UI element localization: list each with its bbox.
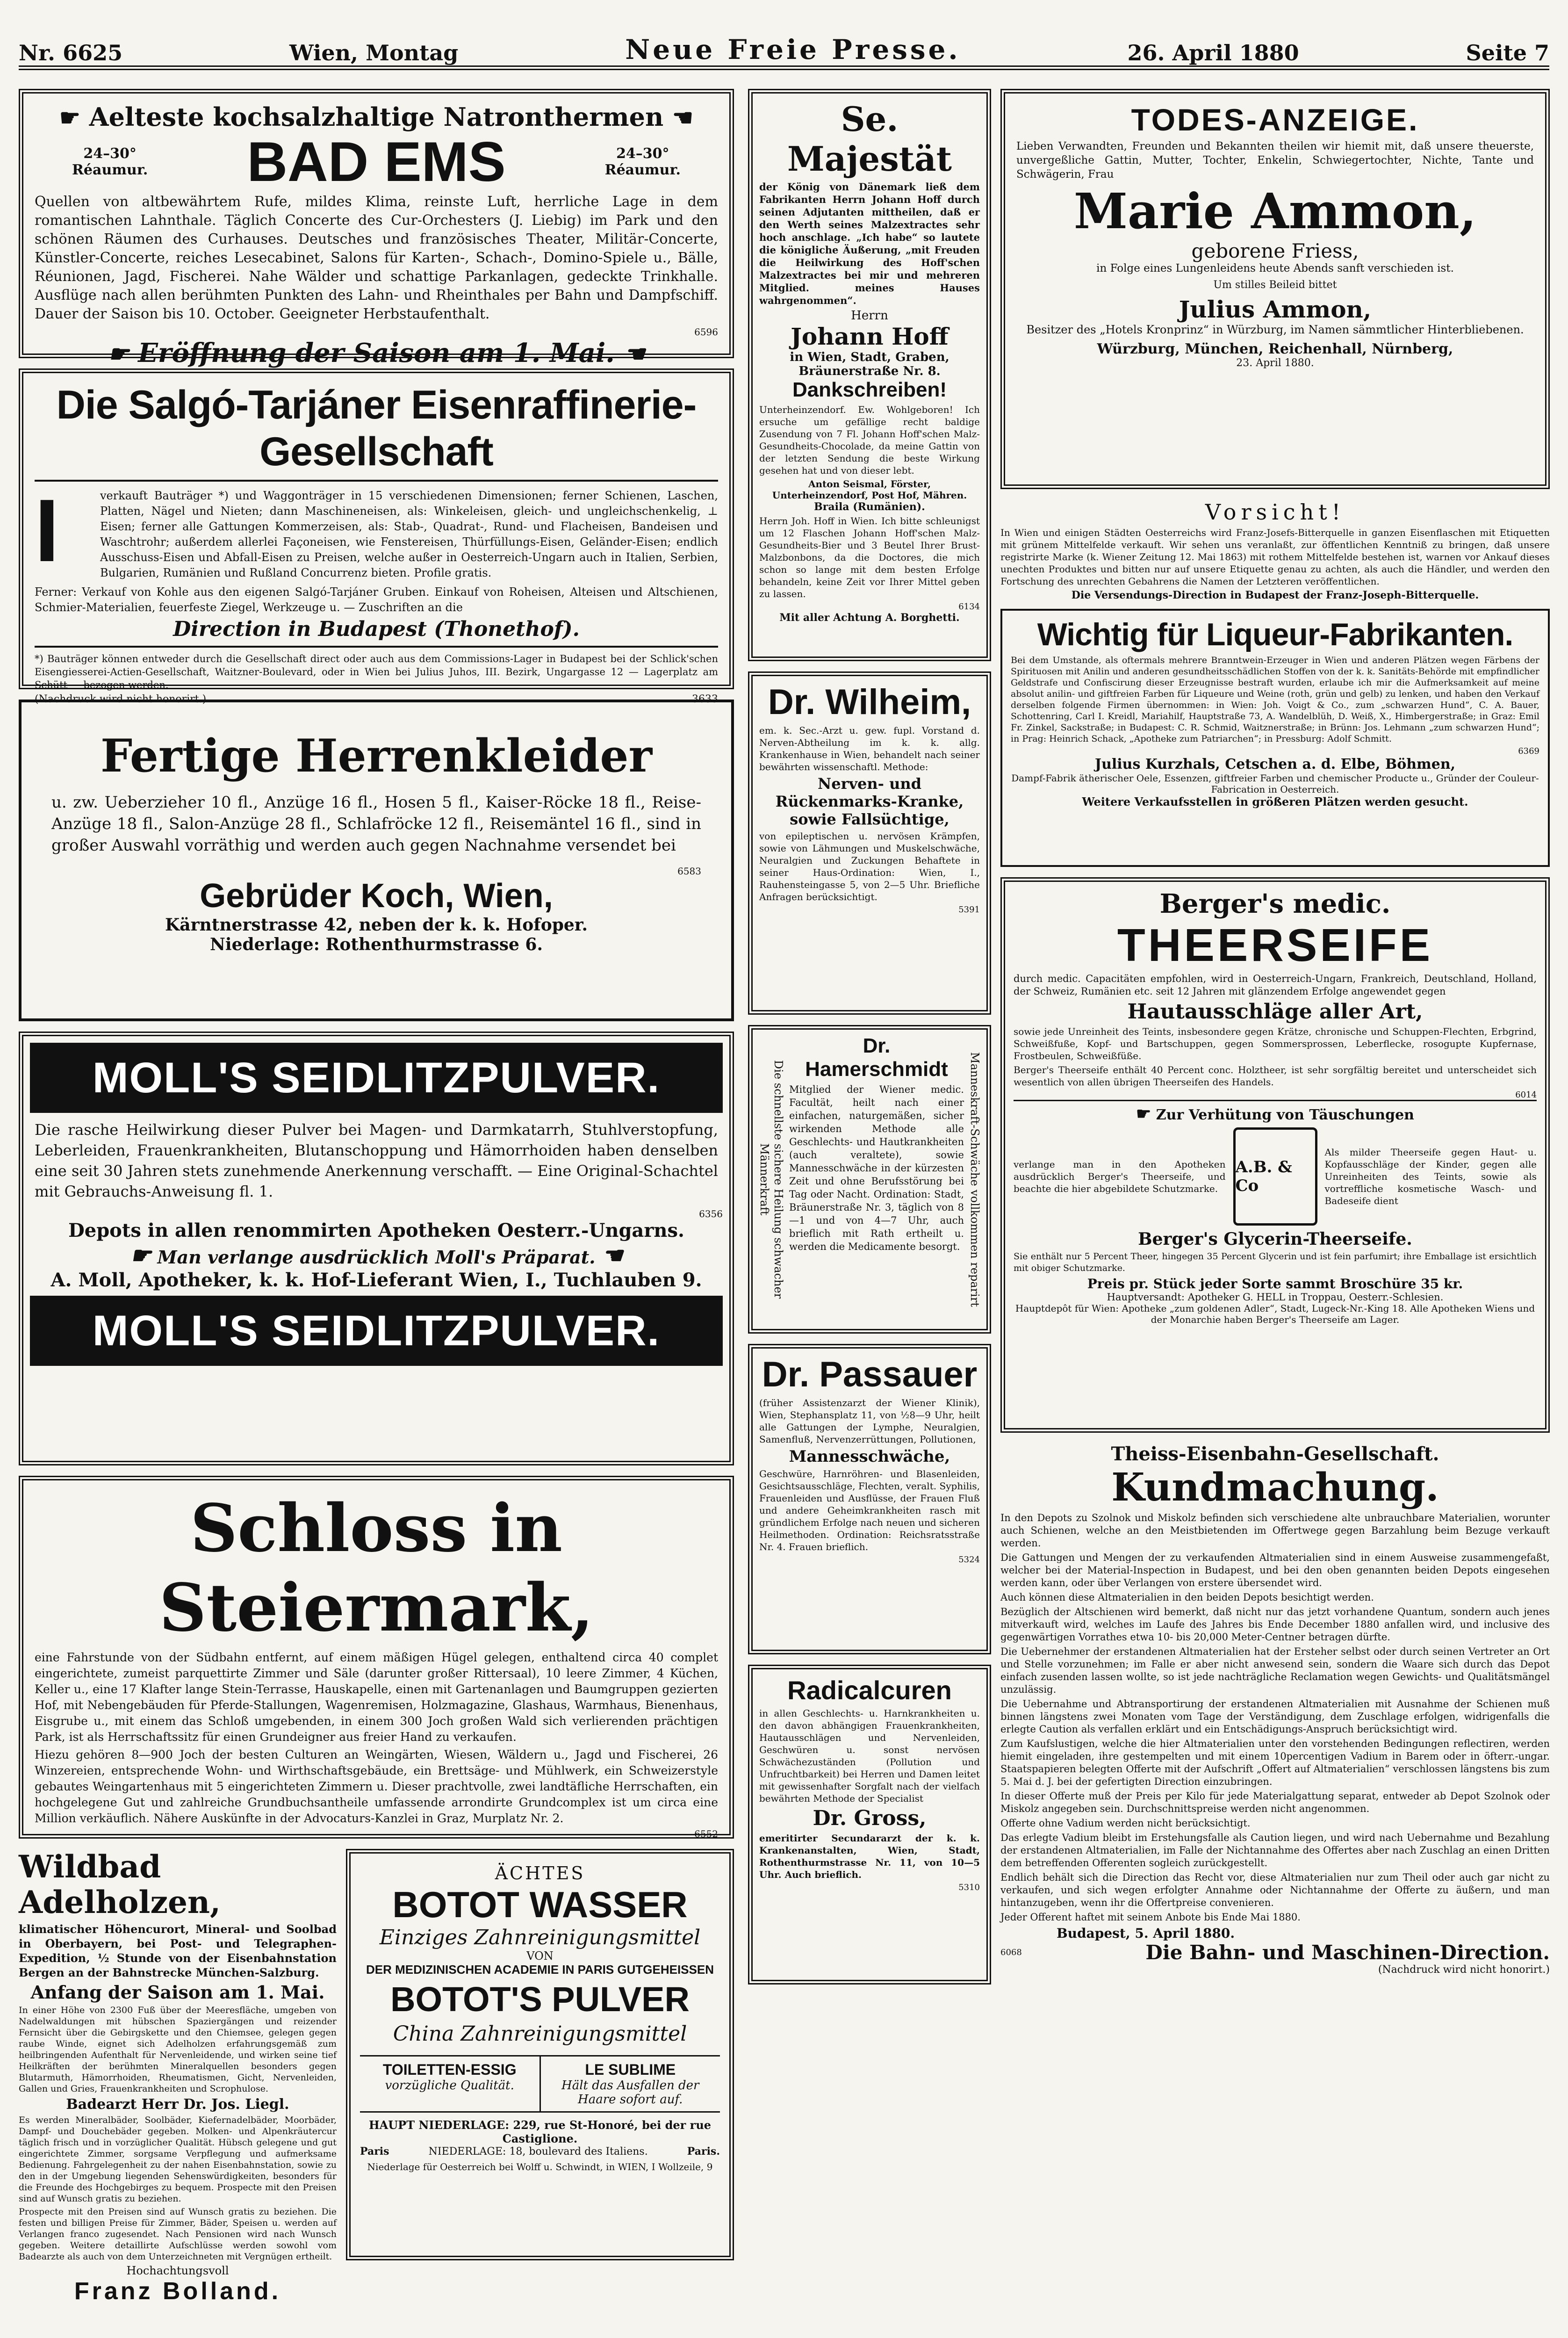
adelholzen-text: In einer Höhe von 2300 Fuß über der Meeresfläche, umgeben von Nadelwaldungen mit hübschen Spaziergängen und reizender Fernsicht über die Gebirgskette und den Chiemsee, gelegen gegen raube Winde, eignet sich Adelholzen erfahrungsgemäß zum heilbringenden Aufenthalt für Nervenleidende, und wirken seine tief Heilkräften der berühmten Mineralquellen besonders gegen Blutarmuth, Hämorrhoiden, Rheumatismen, Gicht, Nervenleiden, Gallen und Gries, Frauenkrankheiten und Scrophulose. [19, 2005, 337, 2094]
ad-code: 3633 [692, 693, 718, 705]
ad-todes-anzeige [1000, 89, 1550, 489]
bad-ems-opening: Eröffnung der Saison am 1. Mai. [138, 338, 615, 368]
hamerschmidt-side-right: Manneskraft-Schwäche vollkommen reparirt [968, 1052, 981, 1307]
berger-price: Preis pr. Stück jeder Sorte sammt Broschüre 35 kr. [1087, 1276, 1463, 1292]
vorsicht-headline: Vorsicht! [1205, 499, 1345, 525]
theiss-p1: In den Depots zu Szolnok und Miskolz befinden sich verschiedene alte unbrauchbare Materialien, worunter auch Schienen, welche an den Meistbietenden im Offertwege gegen Barzahlung beim Bezuge verkauft werden. [1000, 1512, 1550, 1549]
wilheim-headline: Dr. Wilheim, [768, 682, 971, 722]
adelholzen-owner: Franz Bolland. [74, 2278, 281, 2305]
ad-dr-hamerschmidt [748, 1025, 991, 1334]
salgo-direction: Direction in Budapest (Thonethof). [173, 617, 580, 641]
adelholzen-opening: Anfang der Saison am 1. Mai. [30, 1982, 325, 2003]
theiss-p4: Bezüglich der Altschienen wird bemerkt, daß nicht nur das jetzt vorhandene Quantum, sondern auch jenes mitverkauft wird, welches im Laufe des Jahres bis Ende December 1880 anfallen wird, und inclusive des gegenwärtigen Vorrathes etwa 10- bis 20,000 Meter-Centner betragen dürfte. [1000, 1606, 1550, 1643]
liqueur-firm: Julius Kurzhals, Cetschen a. d. Elbe, Böhmen, [1094, 756, 1456, 772]
bad-ems-text: Quellen von altbewährtem Rufe, mildes Klima, reinste Luft, herrliche Lage in dem romantischen Lahnthale. Täglich Concerte des Cur-Orchesters (J. Liebig) im Park und den schönen Räumen des Curhauses. Deutsches und französisches Theater, Militär-Concerte, Künstler-Concerte, reiches Lesecabinet, Salons für Karten-, Schach-, Domino-Spiele u., Bälle, Réunionen, Jagd, Fischerei. Nahe Wälder und schattige Parkanlagen, gedeckte Trinkhalle. Ausflüge nach allen berühmten Punkten des Lahn- und Rheinthales per Bahn und Dampfschiff. Dauer der Saison bis 10. October. Geeigneter Herbstaufenthalt. [35, 194, 718, 322]
radical-text: in allen Geschlechts- u. Harnkrankheiten u. den davon abhängigen Frauenkrankheiten, Hautausschlägen und Nervenleiden, Geschwüren u. sonst nervösen Schwächezuständen (Pollution und Unfruchtbarkeit) bei Herren und Damen leitet mit gewissenhafter Sorgfalt nach der vielfach bewährten Methode der Specialist [759, 1708, 980, 1804]
notice-vorsicht [1000, 499, 1550, 601]
ad-botot-wasser [346, 1849, 734, 2260]
koch-firm: Gebrüder Koch, Wien, [200, 877, 553, 915]
todes-headline: TODES-ANZEIGE. [1131, 102, 1419, 137]
salgo-text-2: Ferner: Verkauf von Kohle aus den eigenen Salgó-Tarjáner Gruben. Einkauf von Roheisen, Alteisen und Altschienen, Schmier-Materialien, feuerfeste Ziegel, Werkzeuge u. — Zuschriften an die [35, 585, 718, 614]
koch-address: Kärntnerstrasse 42, neben der k. k. Hofoper. [165, 915, 588, 935]
berger-name: THEERSEIFE [1117, 919, 1433, 971]
botot-depot: HAUPT NIEDERLAGE: 229, rue St-Honoré, bei der rue Castiglione. [368, 2118, 712, 2145]
theiss-date: Budapest, 5. April 1880. [1057, 1926, 1235, 1941]
botot-von: VON [526, 1949, 554, 1963]
botot-essig: TOILETTEN-ESSIG [382, 2061, 517, 2078]
berger-trademark-emblem: A.B. & Co [1233, 1127, 1317, 1226]
hoff-dank: Dankschreiben! [792, 378, 947, 401]
radical-doctor: Dr. Gross, [813, 1806, 927, 1830]
botot-sublime-sub: Hält das Ausfallen der Haare sofort auf. [561, 2078, 699, 2107]
botot-niederlage: NIEDERLAGE: 18, boulevard des Italiens. [428, 2145, 648, 2158]
schloss-text-2: Hiezu gehören 8—900 Joch der besten Culturen an Weingärten, Wiesen, Wäldern u., Jagd und Fischerei, 26 Winzereien, entsprechende Wohn- und Wirthschaftsgebäude, ein Brettsäge- und Mühlwerk, ein Schweizerstyle gebautes Weingartenhaus mit 5 eingerichteten Zimmern u. Dieser prachtvolle, zwei landtäfliche Herrschaften, ein hochgelegene Gut und zahlreiche Grundbuchsantheile umfassende arrondirte Grundcomplex ist um circa eine Million verkäuflich. Nähere Auskünfte in der Advocaturs-Kanzlei in Graz, Murplatz Nr. 2. [35, 1748, 718, 1825]
todes-born: geborene Friess, [1191, 239, 1359, 262]
issue-date: 26. April 1880 [1127, 40, 1299, 65]
theiss-p3: Auch können diese Altmaterialien in den beiden Depots besichtigt werden. [1000, 1592, 1374, 1603]
pointing-hand-icon: ☚ [624, 340, 645, 368]
berger-warn-left: verlange man in den Apotheken ausdrücklich Berger's Theerseife, und beachte die hier abgebildete Schutzmarke. [1014, 1159, 1226, 1194]
salgo-reprint: (Nachdruck wird nicht honorirt.) [35, 693, 207, 705]
temp-unit: Réaumur. [604, 162, 681, 178]
theiss-p6: Die Uebernahme und Abtransportirung der erstandenen Altmaterialien mit Ausnahme der Schienen muß binnen längstens zwei Monaten vom Tage der Verständigung, dem Zuschlage erfolgen, widrigenfalls die erlegte Caution als verfallen erklärt und ein Entschädigungs-Anspruch berücksichtigt wird. [1000, 1698, 1550, 1735]
hamerschmidt-side-left: Die schnellste sichere Heilung schwacher Männerkraft [758, 1060, 785, 1299]
hamerschmidt-headline: Dr. Hamerschmidt [805, 1034, 948, 1081]
todes-date: 23. April 1880. [1236, 357, 1314, 369]
theiss-p9: Offerte ohne Vadium werden nicht berücksichtigt. [1000, 1818, 1251, 1829]
bad-ems-headline: Aelteste kochsalzhaltige Natronthermen [89, 102, 664, 132]
theiss-p11: Endlich behält sich die Direction das Recht vor, diese Altmaterialien nur zum Theil oder auch gar nicht zu verkaufen, und sich wegen erfolgter Annahme oder Nichtannahme der Offerte zu äußern, und man hintanzugeben, wenn ihr die Offertpreise convenieren. [1000, 1872, 1550, 1908]
ad-code: 6068 [1000, 1948, 1022, 1957]
liqueur-headline: Wichtig für Liqueur-Fabrikanten. [1037, 617, 1513, 652]
botot-name: BOTOT WASSER [392, 1884, 688, 1925]
ad-code: 5310 [958, 1883, 980, 1892]
divider [35, 646, 718, 648]
ad-code: 6134 [958, 602, 980, 612]
ad-code: 6014 [1515, 1090, 1537, 1100]
botot-top: ÄCHTES [495, 1863, 585, 1883]
hamerschmidt-text: Mitglied der Wiener medic. Facultät, heilt nach einer einfachen, naturgemäßen, sicher wirkenden Methode alle Geschlechts- und Hautkrankheiten (auch veraltete), sowie Mannesschwäche in der kürzesten Zeit und ohne Berufsstörung bei Tag oder Nacht. Ordination: Stadt, Bräunerstraße Nr. 3, täglich von 8—1 und von 4—7 Uhr, auch brieflich mit Rath ertheilt u. werden die Medicamente besorgt. [789, 1084, 964, 1252]
hoff-signature-2: Mit aller Achtung A. Borghetti. [779, 612, 960, 624]
berger-depot: Hauptversandt: Apotheker G. HELL in Troppau, Oesterr.-Schlesien. [1107, 1292, 1444, 1303]
moll-banner-top: MOLL'S SEIDLITZPULVER. [30, 1043, 723, 1113]
adelholzen-greeting: Hochachtungsvoll [126, 2264, 229, 2277]
bad-ems-name: BAD EMS [247, 130, 506, 193]
temp-unit: Réaumur. [72, 162, 148, 178]
radical-headline: Radicalcuren [787, 1675, 952, 1705]
theiss-p12: Jeder Offerent haftet mit seinem Anbote bis Ende Mai 1880. [1000, 1912, 1301, 1923]
hoff-letter-1: Unterheinzendorf. Ew. Wohlgeboren! Ich ersuche um gefällige recht baldige Zusendung von 7 Fl. Johann Hoff'schen Malz-Gesundheits-Chocolade, da meine Gattin von der letzten Sendung die beste Wirkung gesehen hat und von dieser lebt. [759, 404, 980, 476]
berger-text-3: Berger's Theerseife enthält 40 Percent conc. Holztheer, ist sehr sorgfältig bereitet und unterscheidet sich wesentlich von allen übrigen Theerseifen des Handels. [1014, 1064, 1537, 1088]
ad-dr-wilheim [748, 671, 991, 1015]
moll-text: Die rasche Heilwirkung dieser Pulver bei Magen- und Darmkatarrh, Stuhlverstopfung, Leberleiden, Frauenkrankheiten, Blutanschoppung und Hämorrhoiden haben denselben eine seit 30 Jahren stets zunehmende Anerkennung verschafft. — Eine Original-Schachtel mit Gebrauchs-Anweisung fl. 1. [35, 1121, 718, 1200]
newspaper-title: Neue Freie Presse. [625, 34, 961, 65]
botot-paris: Paris [360, 2145, 389, 2158]
theiss-p7: Zum Kaufslustigen, welche die hier Altmaterialien unter den vorstehenden Bedingungen reflectiren, werden hiemit eingeladen, ihre gestempelten und mit einem 10percentigen Vadium in Barem oder in öfterr.-ungar. Staatspapieren belegten Offerte mit der Aufschrift „Offert auf Altmaterialien“ verschlossen längstens bis zum 5. Mai d. J. bei der gefertigten Direction einzubringen. [1000, 1738, 1550, 1787]
column-right [1000, 89, 1550, 1976]
ad-schloss-steiermark [19, 1476, 734, 1839]
berger-glycerin: Berger's Glycerin-Theerseife. [1138, 1229, 1412, 1249]
salgo-text: verkauft Bauträger *) und Waggonträger in 15 verschiedenen Dimensionen; ferner Schienen, Laschen, Platten, Nägel und Nieten; dann Maschineneisen, als: Winkeleisen, gleich- und ungleichschenkelig, ⊥ Eisen; ferner alle Gattungen Kommerzeisen, als: Stab-, Quadrat-, Rund- und Flacheisen, Bandeisen und Waschtrohr; außerdem allerlei Façoneisen, wie Fenstereisen, Thürfüllungs-Eisen, Geländer-Eisen; endlich Ausschuss-Eisen und Abfall-Eisen zu Preisen, welche außer in Oesterreich-Ungarn auch in Italien, Serbien, Bulgarien, Rumänien und Rußland Concurrenz bieten. Profile gratis. [100, 489, 718, 579]
passauer-ill: Mannesschwäche, [789, 1447, 950, 1466]
pointing-hand-icon: ☛ [1136, 1104, 1151, 1124]
hoff-letter-2: Herrn Joh. Hoff in Wien. Ich bitte schleunigst um 12 Flaschen Johann Hoff'schen Malz-Gesundheits-Bier und 3 Beutel Ihrer Brust-Malzbonbons, da die Doctores, die mich schon so lange mit dem besten Erfolge behandeln, keine Zeit vor Ihrer Mittel geben zu lassen. [759, 515, 980, 599]
bottom-left-row [19, 1849, 734, 2305]
issue-number: Nr. 6625 [19, 40, 123, 65]
berger-warn-right: Als milder Theerseife gegen Haut- u. Kopfausschläge der Kinder, gegen alle Unreinheiten des Teints, sowie als vortreffliche kosmetische Wasch- und Badeseife dient [1324, 1147, 1537, 1206]
ad-code: 6369 [1518, 746, 1539, 756]
wilheim-text-2: von epileptischen u. nervösen Krämpfen, sowie von Lähmungen und Muskelschwäche, Neuralgien und Zuckungen Behaftete in seiner Haus-Ordination: Wien, I., Rauhensteingasse 5, von 2—5 Uhr. Briefliche Anfragen berücksichtigt. [759, 830, 980, 902]
newspaper-header [19, 19, 1549, 70]
berger-ills: Hautausschläge aller Art, [1127, 1000, 1423, 1024]
liqueur-text: Bei dem Umstande, als oftermals mehrere Branntwein-Erzeuger in Wien und anderen Plätzen wegen Färbens der Spirituosen mit Anilin und anderen gesundheitsschädlichen Stoffen von der k. k. Sanitäts-Behörde mit empfindlicher Geldstrafe und Confiscirung dieser Erzeugnisse bestraft wurden, erlaube ich mir die Aufmerksamkeit auf meine absolut anilin- und giftfreien Farben für Liqueure und Weine (roth, grün und gelb) zu lenken, und haben den Verkauf derselben folgende Firmen übernommen: in Wien: Joh. Voigt & Co., zum „schwarzen Hund“, C. A. Bauer, Schottenring, Carl I. Kreidl, Mariahilf, Hauptstraße 73, A. Wandelblüh, D. Weiß, X., Himbergerstraße; in Graz: Emil Fr. Zinkel, Sackstraße; in Budapest: C. R. Schmid, Waitznerstraße; in Brünn: Jos. Lehmann „zum schwarzen Hund“; in Prag: Heinrich Schack, „Apotheke zum Patriarchen“; in Pressburg: Adolf Schmitt. [1011, 655, 1539, 744]
ad-berger-theerseife [1000, 877, 1550, 1433]
todes-signature-sub: Besitzer des „Hotels Kronprinz“ in Würzburg, im Namen sämmtlicher Hinterbliebenen. [1026, 323, 1524, 336]
berger-depot-2: Hauptdepôt für Wien: Apotheke „zum goldenen Adler“, Stadt, Lugeck-Nr.-King 18. Alle Apotheken Wiens und der Monarchie haben Berger's Theerseife am Lager. [1015, 1303, 1535, 1325]
theiss-headline: Kundmachung. [1111, 1465, 1439, 1510]
todes-text-2: in Folge eines Lungenleidens heute Abends sanft verschieden ist. [1096, 262, 1454, 274]
ad-code: 6583 [677, 866, 701, 877]
todes-silent: Um stilles Beileid bittet [1213, 279, 1337, 291]
botot-sub: Einziges Zahnreinigungsmittel [379, 1926, 701, 1949]
hoff-text: der König von Dänemark ließ dem Fabrikanten Herrn Johann Hoff durch seinen Adjutanten mittheilen, daß er den Werth seines Malzextractes sehr hoch anschlage. „Ich habe“ so lautete die königliche Äußerung, „mit Freuden die Heilwirkung des Hoff'schen Malzextractes bei mir und mehreren Mitglied. meines Hauses wahrgenommen“. [759, 181, 980, 306]
wilheim-text: em. k. Sec.-Arzt u. gew. fupl. Vorstand d. Nerven-Abtheilung im k. k. allg. Krankenhause in Wien, behandelt nach seiner bewährten wissenschaftl. Methode: [759, 725, 980, 772]
todes-name: Marie Ammon, [1073, 182, 1477, 240]
hoff-headline: Se. Majestät [787, 99, 952, 179]
pointing-hand-icon: ☛ [108, 340, 129, 368]
radical-text-2: emeritirter Secundararzt der k. k. Krankenanstalten, Wien, Stadt, Rothenthurmstrasse Nr. 11, von 10—5 Uhr. Auch brieflich. [759, 1833, 980, 1880]
botot-pulver-sub: China Zahnreinigungsmittel [393, 2022, 687, 2046]
salgo-initial: I [35, 481, 59, 580]
column-middle [748, 89, 991, 1995]
adelholzen-sub: klimatischer Höhencurort, Mineral- und Soolbad in Oberbayern, bei Post- und Telegraphen-Expedition, ½ Stunde von der Eisenbahnstation Bergen an der Bahnstrecke München-Salzburg. [19, 1922, 337, 1979]
place-day: Wien, Montag [289, 40, 459, 65]
notice-theiss-kundmachung [1000, 1443, 1550, 1976]
ad-code: 5324 [958, 1555, 980, 1565]
theiss-p10: Das erlegte Vadium bleibt im Erstehungsfalle als Caution liegen, und wird nach Uebernahme und Bezahlung der erstandenen Altmaterialien, im Falle der Nichtannahme des Offertes aber nach Zuschlag an einen Dritten dem betreffenden Offerenten sogleich zurückgestellt. [1000, 1832, 1550, 1869]
koch-branch: Niederlage: Rothenthurmstrasse 6. [209, 935, 543, 954]
ad-code: 6596 [694, 326, 718, 338]
todes-signature: Julius Ammon, [1179, 296, 1372, 323]
pointing-hand-icon: ☛ [130, 1241, 151, 1269]
berger-warn-title: Zur Verhütung von Täuschungen [1156, 1107, 1414, 1123]
botot-sublime: LE SUBLIME [585, 2061, 676, 2078]
berger-text-2: sowie jede Unreinheit des Teints, insbesondere gegen Krätze, chronische und Schuppen-Flechten, Erbgrind, Schweißfuße, Kopf- und Bartschuppen, gegen Sommersprossen, Leberflecke, rosogupte Kupfernase, Frostbeulen, Schweißfüße. [1014, 1026, 1537, 1061]
moll-firm: A. Moll, Apotheker, k. k. Hof-Lieferant Wien, I., Tuchlauben 9. [50, 1269, 702, 1291]
vorsicht-signature: Die Versendungs-Direction in Budapest der Franz-Joseph-Bitterquelle. [1071, 589, 1479, 601]
ad-code: 6356 [699, 1208, 723, 1220]
theiss-p2: Die Gattungen und Mengen der zu verkaufenden Altmaterialien sind in einem Ausweise zusammengefaßt, welcher bei der Material-Inspection in Budapest, und bei den oben genannten beiden Depots eingesehen werden kann, oder über Verlangen von erstere übersendet wird. [1000, 1552, 1550, 1588]
liqueur-more: Weitere Verkaufsstellen in größeren Plätzen werden gesucht. [1082, 795, 1468, 808]
adelholzen-text-2: Es werden Mineralbäder, Soolbäder, Kiefernadelbäder, Moorbäder, Dampf- und Douchebäder gegeben. Molken- und Alpenkräutercur täglich frisch und in vorzüglicher Qualität. Hübsch gelegene und gut eingerichtete Zimmer, sorgsame Verpflegung und aufmerksame Bedienung. Fahrgelegenheit zu der nahen Eisenbahnstation, sowie zu den in der Umgebung liegenden Sehenswürdigkeiten, besonders für die Freunde des Hochgebirges zu bequem. Prospecte mit den Preisen sind auf Wunsch gratis zu beziehen. [19, 2115, 337, 2204]
botot-academy: DER MEDIZINISCHEN ACADEMIE IN PARIS GUTGEHEISSEN [366, 1963, 714, 1977]
temperature-left [72, 145, 148, 178]
theiss-p5: Die Uebernehmer der erstandenen Altmaterialien hat der Ersteher selbst oder durch seinen Vertreter an Ort und Stelle vorzunehmen; im Falle er aber nicht anwesend sein, sondern die Waare sich durch das Depot einfach zusenden lassen wollte, so ist jede nachträgliche Reclamation wegen Gewichts- und Qualitätsmängel unzulässig. [1000, 1646, 1550, 1695]
temperature-right [605, 145, 681, 178]
ad-johann-hoff [748, 89, 991, 661]
passauer-headline: Dr. Passauer [762, 1355, 978, 1394]
divider [35, 480, 718, 482]
ad-salgo-tarjan [19, 368, 734, 705]
ad-gebrueder-koch [19, 700, 734, 1021]
theiss-company: Theiss-Eisenbahn-Gesellschaft. [1111, 1443, 1439, 1465]
koch-headline: Fertige Herrenkleider [100, 729, 653, 782]
temp-value: 24–30° [616, 145, 669, 162]
ad-dr-passauer [748, 1344, 991, 1654]
theiss-reprint: (Nachdruck wird nicht honorirt.) [1378, 1964, 1550, 1976]
moll-ask: Man verlange ausdrücklich Moll's Präparat. [157, 1247, 596, 1268]
koch-text: u. zw. Ueberzieher 10 fl., Anzüge 16 fl., Hosen 5 fl., Kaiser-Röcke 18 fl., Reise-Anzüge 18 fl., Salon-Anzüge 28 fl., Schlafröcke 12 fl., Reisemäntel 16 fl., sind in großer Auswahl vorräthig und werden auch gegen Nachnahme versendet bei [51, 793, 701, 855]
pointing-hand-icon: ☛ [59, 104, 80, 131]
berger-text-4: Sie enthält nur 5 Percent Theer, hingegen 35 Percent Glycerin und ist fein parfumirt; ihre Emballage ist ersichtlich mit obiger Schutzmarke. [1014, 1251, 1537, 1273]
ad-moll-seidlitz [19, 1032, 734, 1465]
vorsicht-text: In Wien und einigen Städten Oesterreichs wird Franz-Josefs-Bitterquelle in ganzen Eisenflaschen mit Etiquetten mit grünem Mittelfelde verkauft. Wir sehen uns veranlaßt, zur öffentlichen Kenntniß zu bringen, daß unsere registrirte Marke (k. Wiener Zeitung 12. Mai 1863) mit rothem Mittelfelde bestehen ist, warnen vor Ankauf dieses unechten Produktes und bitten nur auf unsere Etiquette genau zu achten, als auch die Händler, und werden den Fortschung des unrechten Gebahrens die Namen der Letzteren veröffentlichen. [1000, 527, 1550, 587]
column-left [19, 89, 734, 2305]
todes-place: Würzburg, München, Reichenhall, Nürnberg, [1097, 341, 1453, 357]
passauer-text-2: Geschwüre, Harnröhren- und Blasenleiden, Gesichtsausschläge, Flechten, veralt. Syphilis, Frauenleiden und Ausflüsse, der Frauen Fluß und andere Geheimkrankheiten rasch mit gründlichem Erfolge nach neuen und sicheren Heilmethoden. Ordination: Reichsratsstraße Nr. 4. Frauen brieflich. [759, 1468, 980, 1552]
hoff-signature-1: Anton Seismal, Förster, Unterheinzendorf, Post Hof, Mähren. [772, 478, 967, 501]
page-number: Seite 7 [1466, 40, 1549, 65]
ad-liqueur [1000, 609, 1550, 867]
ad-bad-ems [19, 89, 734, 368]
hoff-place-2: Braila (Rumänien). [814, 501, 925, 513]
berger-headline: Berger's medic. [1159, 888, 1391, 919]
salgo-note: *) Bauträger können entweder durch die Gesellschaft direct oder auch aus dem Commissions-Lager in Budapest bei der Schlick'schen Eisengiesserei-Actien-Gesellschaft, Waitzner-Boulevard, oder in Wien bei Julius Juhos, III. Bezirk, Ungargasse 12 — Lagerplatz am Schütt — bezogen werden. [35, 653, 718, 691]
botot-essig-sub: vorzügliche Qualität. [385, 2078, 514, 2093]
ad-dr-gross [748, 1665, 991, 1984]
hoff-herrn: Herrn [851, 309, 888, 323]
wilheim-ills: Nerven- und Rückenmarks-Kranke, sowie Fallsüchtige, [775, 775, 964, 828]
moll-banner-bottom: MOLL'S SEIDLITZPULVER. [30, 1296, 723, 1366]
theiss-p8: In dieser Offerte muß der Preis per Kilo für jede Materialgattung separat, entweder ab Depot Szolnok oder Miskolz angegeben sein. Durchschnittspreise werden nicht angenommen. [1000, 1790, 1550, 1814]
ad-code: 6552 [694, 1828, 718, 1840]
berger-text: durch medic. Capacitäten empfohlen, wird in Oesterreich-Ungarn, Frankreich, Deutschland, Holland, der Schweiz, Rumänien etc. seit 12 Jahren mit glänzendem Erfolge angewendet gegen [1014, 973, 1537, 997]
theiss-signature: Die Bahn- und Maschinen-Direction. [1145, 1941, 1550, 1964]
ad-wildbad-adelholzen [19, 1849, 337, 2305]
pointing-hand-icon: ☚ [601, 1241, 623, 1269]
adelholzen-doctor: Badearzt Herr Dr. Jos. Liegl. [66, 2096, 289, 2113]
moll-depots: Depots in allen renommirten Apotheken Oesterr.-Ungarns. [68, 1220, 684, 1241]
botot-pulver: BOTOT'S PULVER [390, 1980, 690, 2019]
salgo-headline: Die Salgó-Tarjáner Eisenraffinerie-Gesellschaft [56, 382, 697, 474]
hoff-name: Johann Hoff [791, 323, 949, 350]
pointing-hand-icon: ☚ [672, 104, 693, 131]
passauer-text: (früher Assistenzarzt der Wiener Klinik), Wien, Stephansplatz 11, von ½8—9 Uhr, heilt alle Gattungen der Lymphe, Neuralgien, Samenfluß, Nervenzerrüttungen, Pollutionen, [759, 1397, 980, 1445]
schloss-text: eine Fahrstunde von der Südbahn entfernt, auf einem mäßigen Hügel gelegen, enthaltend circa 40 complet eingerichtete, zumeist parquettirte Zimmer und Säle (darunter großer Rittersaal), 10 leere Zimmer, 4 Küchen, Keller u., eine 17 Klafter lange Stein-Terrasse, Hauskapelle, einen mit Gartenanlagen und Baumgruppen gezierten Hof, mit Nebengebäuden für Pferde-Stallungen, Wagenremisen, Holzmagazine, Glashaus, Warmhaus, Bienenhaus, Eisgrube u., mit einem das Schloß umgebenden, in einem 300 Joch großen Wald sich verlierenden prächtigen Park, ist als Herrschaftssitz für einen Grundeigner aus freier Hand zu verkaufen. [35, 1651, 718, 1744]
botot-wien: Niederlage für Oesterreich bei Wolff u. Schwindt, in WIEN, I Wollzeile, 9 [367, 2161, 713, 2172]
todes-text: Lieben Verwandten, Freunden und Bekannten theilen wir hiemit mit, daß unsere theuerste, unvergeßliche Gattin, Mutter, Tochter, Enkelin, Schwiegertochter, Nichte, Tante und Schwägerin, Frau [1016, 140, 1534, 180]
adelholzen-headline: Wildbad Adelholzen, [19, 1848, 221, 1920]
schloss-headline: Schloss in Steiermark, [159, 1490, 594, 1646]
botot-paris-2: Paris. [687, 2145, 720, 2158]
ad-code: 5391 [958, 905, 980, 915]
hoff-address: in Wien, Stadt, Graben, Bräunerstraße Nr. 8. [790, 350, 949, 378]
temp-value: 24–30° [83, 145, 137, 162]
adelholzen-text-3: Prospecte mit den Preisen sind auf Wunsch gratis zu beziehen. Die festen und billigen Preise für Zimmer, Bäder, Speisen u. werden auf Verlangen franco zugesendet. Nach Pensionen wird nach Wunsch gegeben. Weitere detaillirte Aufschlüsse werden sowohl vom Badearzte als auch von dem Unterzeichneten mit Vergnügen ertheilt. [19, 2207, 337, 2262]
liqueur-firm-sub: Dampf-Fabrik ätherischer Oele, Essenzen, giftfreier Farben und chemischer Producte u., Gründer der Couleur-Fabrication in Oesterreich. [1011, 772, 1539, 795]
